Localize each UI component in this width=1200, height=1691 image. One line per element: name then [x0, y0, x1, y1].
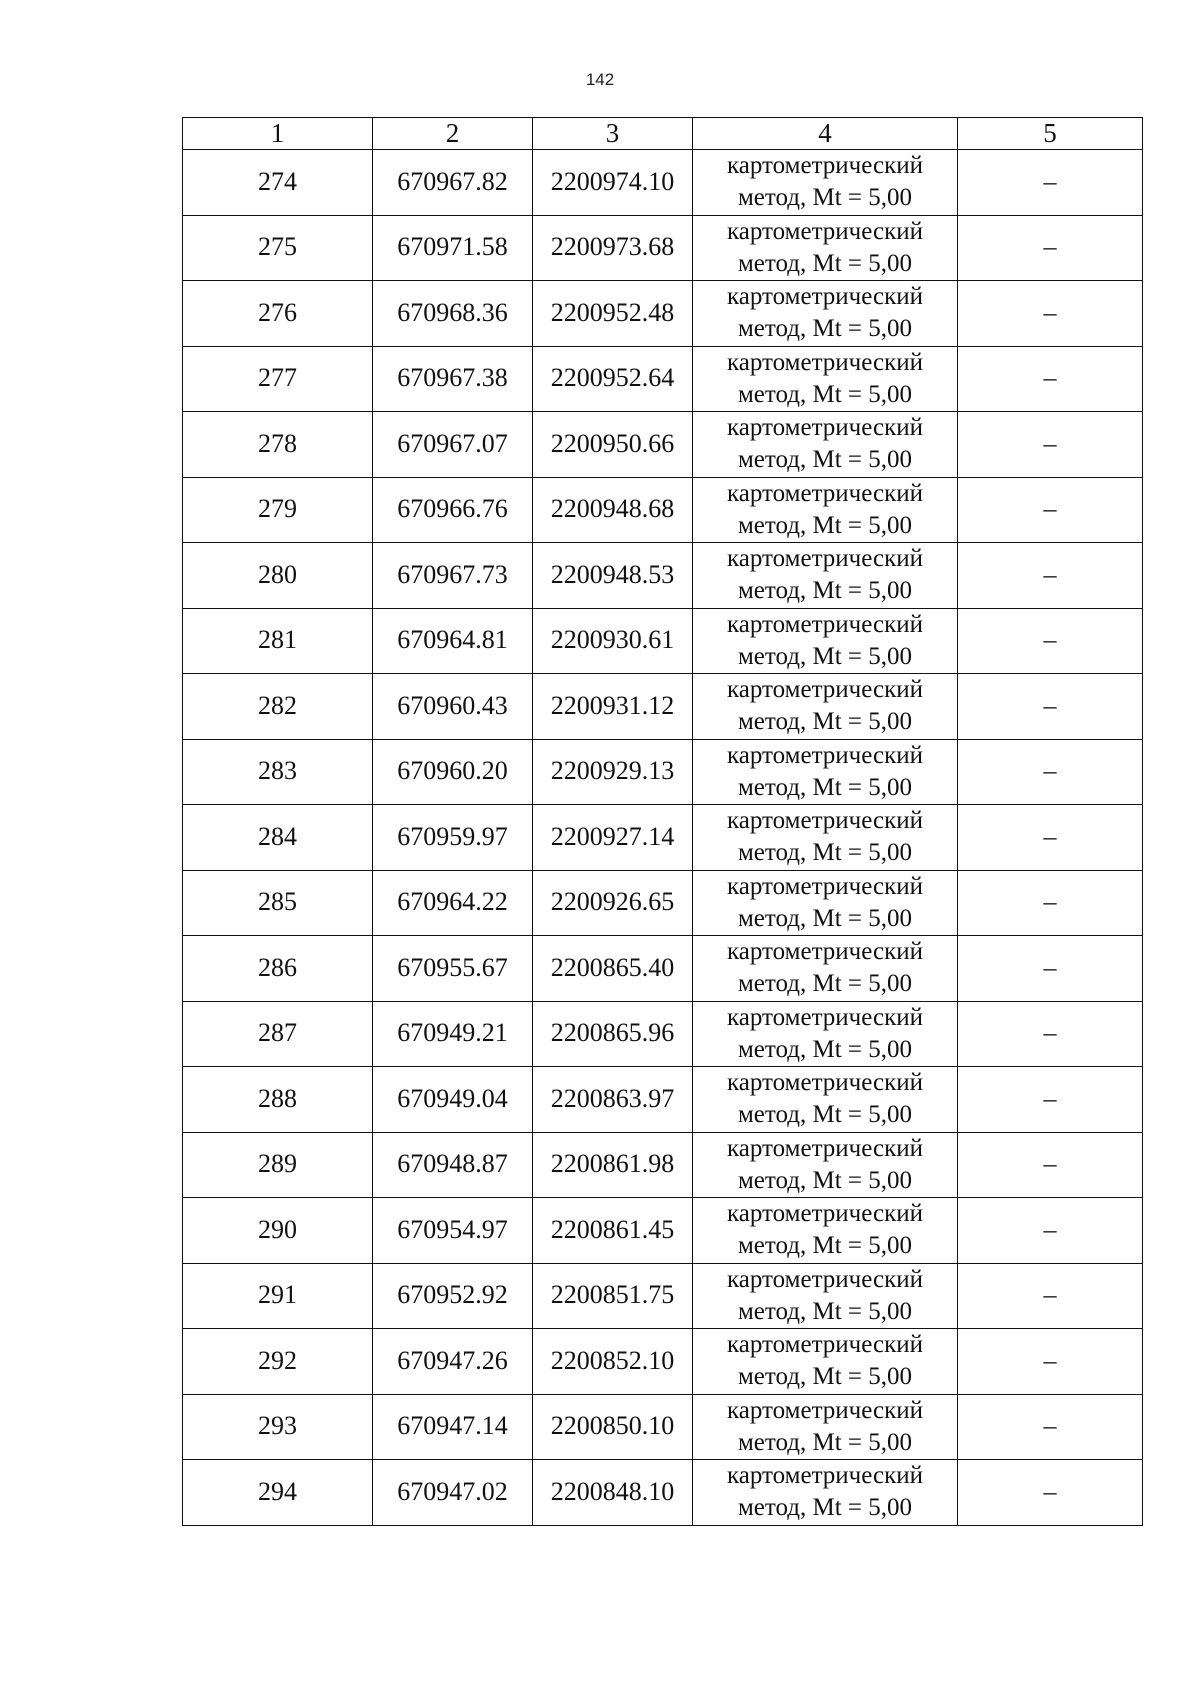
- method-line-2: метод, Mt = 5,00: [737, 642, 913, 670]
- column-5-cell: –: [958, 1460, 1143, 1526]
- method-line-2: метод, Mt = 5,00: [737, 577, 913, 605]
- table-row: [183, 1263, 1143, 1329]
- x-coordinate-cell: 670967.38: [373, 346, 533, 412]
- method-line-1: картометрический: [727, 872, 923, 900]
- point-number-cell: 287: [183, 1001, 373, 1067]
- method-cell: [693, 1001, 958, 1067]
- column-5-cell: –: [958, 608, 1143, 674]
- method-cell: [693, 936, 958, 1002]
- page-number: 142: [585, 70, 615, 89]
- column-5-cell: –: [958, 215, 1143, 281]
- y-coordinate-cell: 2200927.14: [533, 805, 693, 871]
- method-line-1: картометрический: [727, 1396, 923, 1424]
- method-line-1: картометрический: [727, 1003, 923, 1031]
- method-line-2: метод, Mt = 5,00: [737, 315, 913, 343]
- method-cell: [693, 608, 958, 674]
- y-coordinate-cell: 2200865.96: [533, 1001, 693, 1067]
- method-line-1: картометрический: [727, 1200, 923, 1228]
- column-5-cell: –: [958, 870, 1143, 936]
- header-col-2: 2: [373, 118, 533, 150]
- header-row: [183, 118, 1143, 150]
- table-row: [183, 543, 1143, 609]
- header-col-4: 4: [693, 118, 958, 150]
- method-line-2: метод, Mt = 5,00: [737, 1166, 913, 1194]
- method-line-1: картометрический: [727, 545, 923, 573]
- method-cell: [693, 412, 958, 478]
- table-row: [183, 608, 1143, 674]
- y-coordinate-cell: 2200973.68: [533, 215, 693, 281]
- method-cell: [693, 543, 958, 609]
- method-cell: [693, 477, 958, 543]
- table-row: [183, 739, 1143, 805]
- x-coordinate-cell: 670964.22: [373, 870, 533, 936]
- x-coordinate-cell: 670960.20: [373, 739, 533, 805]
- method-line-1: картометрический: [727, 741, 923, 769]
- column-5-cell: –: [958, 1198, 1143, 1264]
- table-row: [183, 150, 1143, 216]
- x-coordinate-cell: 670968.36: [373, 281, 533, 347]
- method-line-2: метод, Mt = 5,00: [737, 249, 913, 277]
- point-number-cell: 277: [183, 346, 373, 412]
- x-coordinate-cell: 670971.58: [373, 215, 533, 281]
- method-cell: [693, 870, 958, 936]
- y-coordinate-cell: 2200865.40: [533, 936, 693, 1002]
- column-5-cell: –: [958, 281, 1143, 347]
- x-coordinate-cell: 670959.97: [373, 805, 533, 871]
- column-5-cell: –: [958, 1263, 1143, 1329]
- x-coordinate-cell: 670952.92: [373, 1263, 533, 1329]
- y-coordinate-cell: 2200974.10: [533, 150, 693, 216]
- method-line-1: картометрический: [727, 807, 923, 835]
- x-coordinate-cell: 670960.43: [373, 674, 533, 740]
- method-line-1: картометрический: [727, 414, 923, 442]
- y-coordinate-cell: 2200931.12: [533, 674, 693, 740]
- x-coordinate-cell: 670954.97: [373, 1198, 533, 1264]
- table-row: [183, 674, 1143, 740]
- method-line-2: метод, Mt = 5,00: [737, 773, 913, 801]
- table-header: [183, 118, 1143, 150]
- x-coordinate-cell: 670948.87: [373, 1132, 533, 1198]
- column-5-cell: –: [958, 1132, 1143, 1198]
- table-row: [183, 346, 1143, 412]
- y-coordinate-cell: 2200926.65: [533, 870, 693, 936]
- x-coordinate-cell: 670964.81: [373, 608, 533, 674]
- y-coordinate-cell: 2200930.61: [533, 608, 693, 674]
- y-coordinate-cell: 2200861.98: [533, 1132, 693, 1198]
- table-row: [183, 1460, 1143, 1526]
- y-coordinate-cell: 2200952.64: [533, 346, 693, 412]
- y-coordinate-cell: 2200848.10: [533, 1460, 693, 1526]
- table-row: [183, 281, 1143, 347]
- method-line-2: метод, Mt = 5,00: [737, 1428, 913, 1456]
- column-5-cell: –: [958, 477, 1143, 543]
- point-number-cell: 288: [183, 1067, 373, 1133]
- method-line-2: метод, Mt = 5,00: [737, 1494, 913, 1522]
- column-5-cell: –: [958, 150, 1143, 216]
- method-cell: [693, 1394, 958, 1460]
- method-line-2: метод, Mt = 5,00: [737, 970, 913, 998]
- method-line-2: метод, Mt = 5,00: [737, 1297, 913, 1325]
- method-line-2: метод, Mt = 5,00: [737, 1232, 913, 1260]
- table-row: [183, 805, 1143, 871]
- column-5-cell: –: [958, 936, 1143, 1002]
- table-row: [183, 936, 1143, 1002]
- header-col-1: 1: [183, 118, 373, 150]
- method-line-2: метод, Mt = 5,00: [737, 380, 913, 408]
- method-line-2: метод, Mt = 5,00: [737, 904, 913, 932]
- method-line-1: картометрический: [727, 348, 923, 376]
- method-line-1: картометрический: [727, 676, 923, 704]
- method-line-1: картометрический: [727, 479, 923, 507]
- y-coordinate-cell: 2200929.13: [533, 739, 693, 805]
- header-col-3: 3: [533, 118, 693, 150]
- y-coordinate-cell: 2200950.66: [533, 412, 693, 478]
- method-line-1: картометрический: [727, 283, 923, 311]
- point-number-cell: 278: [183, 412, 373, 478]
- method-cell: [693, 1132, 958, 1198]
- x-coordinate-cell: 670949.21: [373, 1001, 533, 1067]
- method-cell: [693, 805, 958, 871]
- y-coordinate-cell: 2200948.68: [533, 477, 693, 543]
- coordinates-table: [182, 117, 1143, 1526]
- table-body: [183, 150, 1143, 1526]
- method-cell: [693, 1067, 958, 1133]
- column-5-cell: –: [958, 412, 1143, 478]
- method-line-1: картометрический: [727, 152, 923, 180]
- column-5-cell: –: [958, 674, 1143, 740]
- point-number-cell: 289: [183, 1132, 373, 1198]
- point-number-cell: 284: [183, 805, 373, 871]
- method-line-1: картометрический: [727, 1069, 923, 1097]
- column-5-cell: –: [958, 739, 1143, 805]
- method-cell: [693, 1198, 958, 1264]
- method-line-1: картометрический: [727, 938, 923, 966]
- table-row: [183, 1394, 1143, 1460]
- point-number-cell: 275: [183, 215, 373, 281]
- point-number-cell: 274: [183, 150, 373, 216]
- header-col-5: 5: [958, 118, 1143, 150]
- method-line-1: картометрический: [727, 1134, 923, 1162]
- method-cell: [693, 1263, 958, 1329]
- method-line-1: картометрический: [727, 610, 923, 638]
- method-cell: [693, 281, 958, 347]
- table-row: [183, 870, 1143, 936]
- point-number-cell: 280: [183, 543, 373, 609]
- y-coordinate-cell: 2200861.45: [533, 1198, 693, 1264]
- x-coordinate-cell: 670949.04: [373, 1067, 533, 1133]
- point-number-cell: 282: [183, 674, 373, 740]
- method-line-2: метод, Mt = 5,00: [737, 1035, 913, 1063]
- table-row: [183, 1001, 1143, 1067]
- x-coordinate-cell: 670947.14: [373, 1394, 533, 1460]
- table-row: [183, 215, 1143, 281]
- method-cell: [693, 674, 958, 740]
- column-5-cell: –: [958, 1067, 1143, 1133]
- table-row: [183, 477, 1143, 543]
- table-row: [183, 1198, 1143, 1264]
- method-line-1: картометрический: [727, 217, 923, 245]
- method-line-2: метод, Mt = 5,00: [737, 708, 913, 736]
- column-5-cell: –: [958, 346, 1143, 412]
- y-coordinate-cell: 2200850.10: [533, 1394, 693, 1460]
- point-number-cell: 291: [183, 1263, 373, 1329]
- point-number-cell: 290: [183, 1198, 373, 1264]
- method-cell: [693, 739, 958, 805]
- column-5-cell: –: [958, 805, 1143, 871]
- point-number-cell: 281: [183, 608, 373, 674]
- table-row: [183, 1067, 1143, 1133]
- table-row: [183, 1329, 1143, 1395]
- point-number-cell: 293: [183, 1394, 373, 1460]
- x-coordinate-cell: 670967.73: [373, 543, 533, 609]
- x-coordinate-cell: 670955.67: [373, 936, 533, 1002]
- method-cell: [693, 346, 958, 412]
- x-coordinate-cell: 670947.02: [373, 1460, 533, 1526]
- point-number-cell: 285: [183, 870, 373, 936]
- method-cell: [693, 1460, 958, 1526]
- method-line-1: картометрический: [727, 1462, 923, 1490]
- point-number-cell: 292: [183, 1329, 373, 1395]
- column-5-cell: –: [958, 1329, 1143, 1395]
- point-number-cell: 283: [183, 739, 373, 805]
- column-5-cell: –: [958, 1394, 1143, 1460]
- method-line-2: метод, Mt = 5,00: [737, 184, 913, 212]
- method-cell: [693, 1329, 958, 1395]
- column-5-cell: –: [958, 543, 1143, 609]
- column-5-cell: –: [958, 1001, 1143, 1067]
- method-line-1: картометрический: [727, 1265, 923, 1293]
- method-line-2: метод, Mt = 5,00: [737, 446, 913, 474]
- point-number-cell: 279: [183, 477, 373, 543]
- method-line-1: картометрический: [727, 1331, 923, 1359]
- y-coordinate-cell: 2200851.75: [533, 1263, 693, 1329]
- y-coordinate-cell: 2200952.48: [533, 281, 693, 347]
- method-line-2: метод, Mt = 5,00: [737, 839, 913, 867]
- x-coordinate-cell: 670967.82: [373, 150, 533, 216]
- method-cell: [693, 150, 958, 216]
- table-row: [183, 1132, 1143, 1198]
- table-row: [183, 412, 1143, 478]
- point-number-cell: 276: [183, 281, 373, 347]
- y-coordinate-cell: 2200948.53: [533, 543, 693, 609]
- y-coordinate-cell: 2200852.10: [533, 1329, 693, 1395]
- x-coordinate-cell: 670967.07: [373, 412, 533, 478]
- method-line-2: метод, Mt = 5,00: [737, 1101, 913, 1129]
- method-line-2: метод, Mt = 5,00: [737, 511, 913, 539]
- point-number-cell: 286: [183, 936, 373, 1002]
- point-number-cell: 294: [183, 1460, 373, 1526]
- y-coordinate-cell: 2200863.97: [533, 1067, 693, 1133]
- method-cell: [693, 215, 958, 281]
- x-coordinate-cell: 670947.26: [373, 1329, 533, 1395]
- x-coordinate-cell: 670966.76: [373, 477, 533, 543]
- method-line-2: метод, Mt = 5,00: [737, 1363, 913, 1391]
